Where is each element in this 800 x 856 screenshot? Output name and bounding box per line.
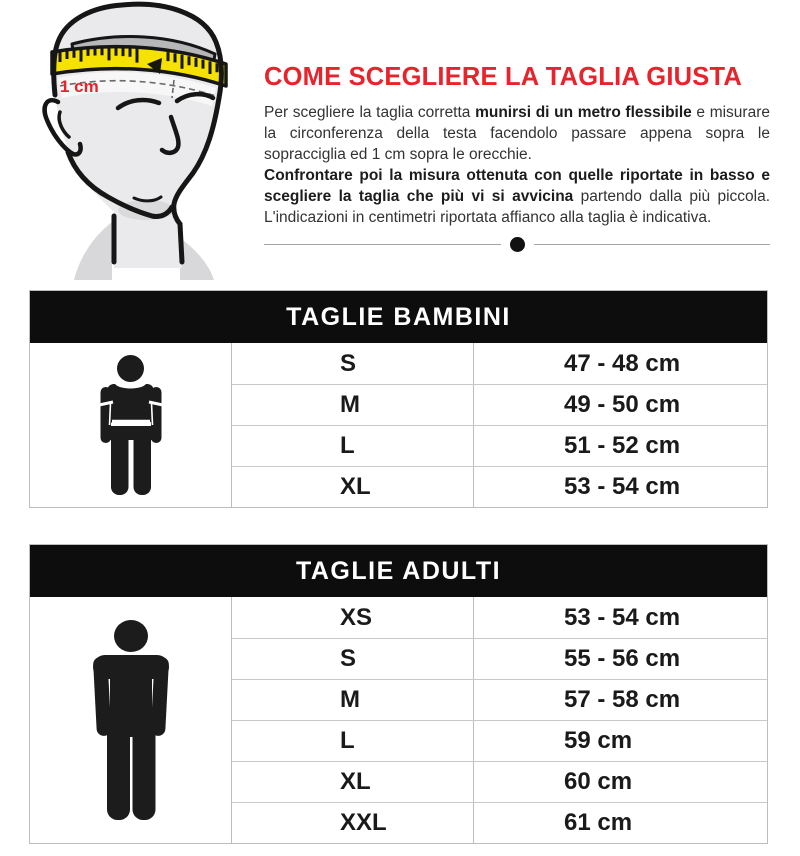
divider-line-right <box>534 244 771 245</box>
table-row <box>232 466 767 507</box>
child-figure-icon <box>30 343 232 507</box>
size-tables <box>29 290 768 844</box>
page-title: COME SCEGLIERE LA TAGLIA GIUSTA <box>264 63 742 91</box>
size-label: XL <box>232 467 474 507</box>
section-divider <box>264 237 770 252</box>
tape-distance-label: 1 cm <box>60 77 99 96</box>
size-measure: 47 - 48 cm <box>564 349 681 377</box>
divider-line-left <box>264 244 501 245</box>
table-row <box>232 384 767 425</box>
size-measure: 53 - 54 cm <box>564 603 681 631</box>
size-measure: 60 cm <box>564 768 633 795</box>
size-label: M <box>232 385 474 425</box>
adult-figure-icon <box>30 597 232 843</box>
size-measure: 51 - 52 cm <box>564 432 681 459</box>
table-body <box>30 597 767 843</box>
table-row <box>232 638 767 679</box>
intro-paragraph: Per scegliere la taglia corretta munirsi di un metro flessibile e misurare la circonferenza della testa facendolo passare appena sopra le sopracciglia ed 1 cm sopra le orecchie. Confrontare poi la misura ottenuta con quelle riportate in basso e scegliere la taglia che più vi si avvicina partendo dalla più piccola. L'indicazioni in centimetri riportata affianco alla taglia è indicativa. <box>264 104 771 227</box>
table-rows <box>232 343 767 507</box>
divider-dot <box>510 237 525 252</box>
head-measurement-illustration <box>22 0 260 282</box>
left-shoulder-shade <box>74 222 112 280</box>
size-measure: 59 cm <box>564 727 633 754</box>
table-row <box>232 597 767 638</box>
table-row <box>232 720 767 761</box>
size-table-adulti <box>29 544 768 844</box>
size-measure: 49 - 50 cm <box>564 391 681 418</box>
table-row <box>232 802 767 843</box>
table-row <box>232 343 767 384</box>
table-title: TAGLIE ADULTI <box>30 545 767 597</box>
table-row <box>232 761 767 802</box>
size-label: S <box>232 343 474 384</box>
size-table-bambini <box>29 290 768 508</box>
table-row <box>232 425 767 466</box>
size-measure: 57 - 58 cm <box>564 686 681 713</box>
size-label: M <box>232 680 474 720</box>
size-label: L <box>232 721 474 761</box>
right-shoulder-shade <box>180 238 214 280</box>
size-measure: 53 - 54 cm <box>564 473 681 500</box>
size-label: XL <box>232 762 474 802</box>
intro-section <box>0 0 800 282</box>
table-title: TAGLIE BAMBINI <box>30 291 767 343</box>
size-label: XS <box>232 597 474 638</box>
table-row <box>232 679 767 720</box>
size-label: L <box>232 426 474 466</box>
size-label: S <box>232 639 474 679</box>
table-body <box>30 343 767 507</box>
size-measure: 61 cm <box>564 809 633 836</box>
chin-shadow <box>118 200 174 220</box>
table-rows <box>232 597 767 843</box>
head-measurement-svg <box>22 0 260 282</box>
size-measure: 55 - 56 cm <box>564 645 681 672</box>
size-label: XXL <box>232 803 474 843</box>
intro-text-column <box>264 64 770 282</box>
